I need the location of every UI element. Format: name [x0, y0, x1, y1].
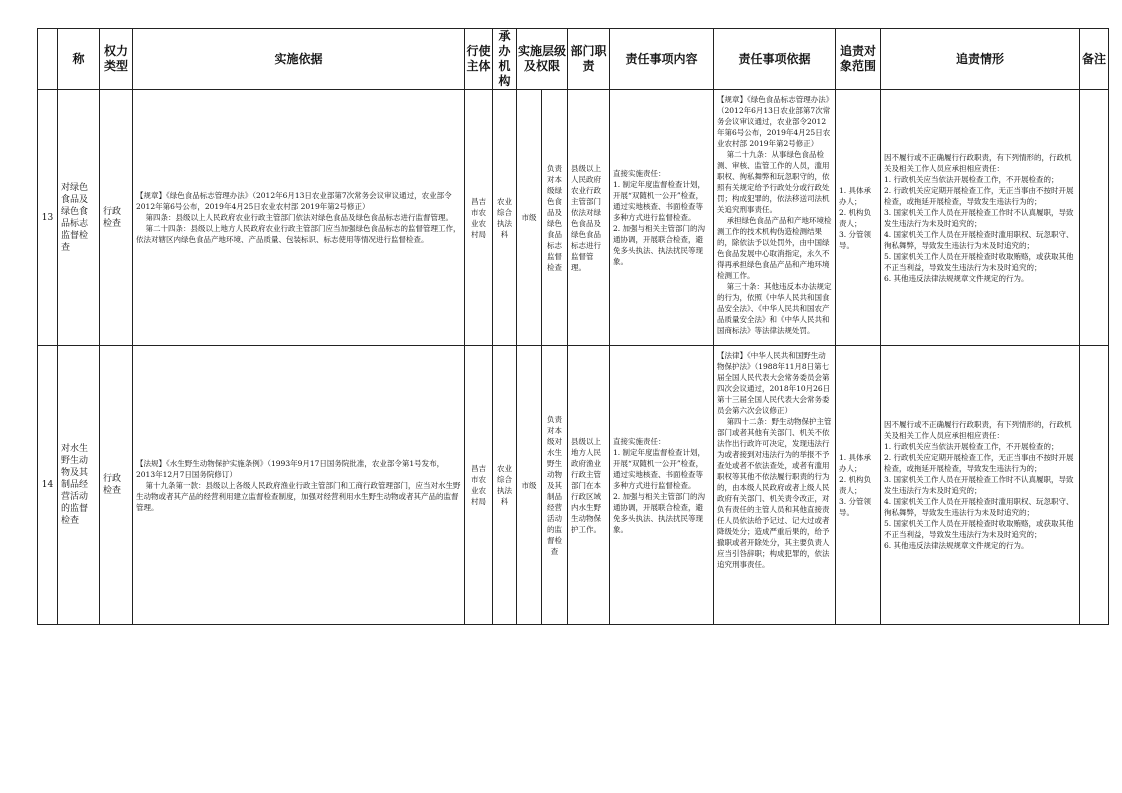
row-index: 13: [38, 90, 58, 346]
table-row: [38, 346, 1109, 625]
header-level: 实施层级及权限: [517, 29, 568, 90]
row-remark: [1080, 346, 1109, 625]
header-row: [38, 29, 1109, 90]
header-name: 称: [58, 29, 100, 90]
row-duty: 负责对本级对水生野生动物及其制品经营活动的监督检查: [542, 346, 568, 625]
row-scope: 1. 具体承办人； 2. 机构负责人； 3. 分管领导。: [836, 346, 881, 625]
authority-table: [37, 28, 1109, 625]
row-situation: 因不履行或不正确履行行政职责，有下列情形的，行政机关及相关工作人员应承担相应责任： 1. 行政机关应当依法开展检查工作，不开展检查的； 2. 行政机关应定期开展检查工作，无正当事由不按时开展检查，或拖延开展检查，导致发生违法行为的； 3. 国家机关工作人员在开展检查工作时不认真履职，导致发生违法行为未及时追究的； 4. 国家机关工作人员在开展检查时滥用职权、玩忽职守、徇私舞弊，导致发生违法行为未及时追究的； 5. 国家机关工作人员在开展检查时收取贿赂，或获取其他不正当利益，导致发生违法行为未及时追究的； 6. 其他违反法律法规规章文件规定的行为。: [881, 346, 1080, 625]
row-duty: 负责对本级绿色食品及绿色食品标志监督检查: [542, 90, 568, 346]
row-basis: 【规章】《绿色食品标志管理办法》（2012年6月13日农业部第7次常务会议审议通过，农业部令2012年第6号公布，2019年4月25日农业农村部 2019年第2号修正） 第四条：县级以上人民政府农业行政主管部门依法对绿色食品及绿色食品标志进行监督管理。 第二十四条：县级以上地方人民政府农业行政主管部门应当加强绿色食品标志的监督管理工作，依法对辖区内绿色食品产地环境、产品质量、包装标识、标志使用等情况进行监督检查。: [133, 90, 465, 346]
row-remark: [1080, 90, 1109, 346]
row-duty-detail: 县级以上人民政府农业行政主管部门依法对绿色食品及绿色食品标志进行监督管理。: [568, 90, 610, 346]
header-subject: 行使主体: [465, 29, 493, 90]
header-undertaker: 承办机构: [493, 29, 517, 90]
header-resp-content: 责任事项内容: [610, 29, 714, 90]
row-subject: 昌吉市农业农村局: [465, 346, 493, 625]
row-duty-detail: 县级以上地方人民政府渔业行政主管部门在本行政区域内水生野生动物保护工作。: [568, 346, 610, 625]
row-undertaker: 农业综合执法科: [493, 90, 517, 346]
row-resp-content: 直接实施责任： 1. 制定年度监督检查计划，开展“双随机一公开”检查，通过实地核查、书面检查等多种方式进行监督检查。 2. 加强与相关主管部门的沟通协调，开展联合检查，避免多头执法、执法扰民等现象。: [610, 346, 714, 625]
row-scope: 1. 具体承办人； 2. 机构负责人； 3. 分管领导。: [836, 90, 881, 346]
row-level: 市级: [517, 346, 542, 625]
row-level: 市级: [517, 90, 542, 346]
row-resp-content: 直接实施责任： 1. 制定年度监督检查计划，开展“双随机一公开”检查，通过实地核查、书面检查等多种方式进行监督检查。 2. 加强与相关主管部门的沟通协调，开展联合检查，避免多头执法、执法扰民等现象。: [610, 90, 714, 346]
row-situation: 因不履行或不正确履行行政职责，有下列情形的，行政机关及相关工作人员应承担相应责任： 1. 行政机关应当依法开展检查工作，不开展检查的； 2. 行政机关应定期开展检查工作，无正当事由不按时开展检查，或拖延开展检查，导致发生违法行为的； 3. 国家机关工作人员在开展检查工作时不认真履职，导致发生违法行为未及时追究的； 4. 国家机关工作人员在开展检查时滥用职权、玩忽职守、徇私舞弊，导致发生违法行为未及时追究的； 5. 国家机关工作人员在开展检查时收取贿赂，或获取其他不正当利益，导致发生违法行为未及时追究的； 6. 其他违反法律法规规章文件规定的行为。: [881, 90, 1080, 346]
row-power-type: 行政检查: [100, 346, 133, 625]
header-remark: 备注: [1080, 29, 1109, 90]
row-subject: 昌吉市农业农村局: [465, 90, 493, 346]
header-index: [38, 29, 58, 90]
row-name: 对水生野生动物及其制品经营活动的监督检查: [58, 346, 100, 625]
row-basis: 【法规】《水生野生动物保护实施条例》（1993年9月17日国务院批准，农业部令第1号发布，2013年12月7日国务院修订） 第十九条第一款：县级以上各级人民政府渔业行政主管部门和工商行政管理部门，应当对水生野生动物或者其产品的经营利用建立监督检查制度，加强对经营利用水生野生动物或者其产品的监督管理。: [133, 346, 465, 625]
header-situation: 追责情形: [881, 29, 1080, 90]
header-scope: 追责对象范围: [836, 29, 881, 90]
row-power-type: 行政检查: [100, 90, 133, 346]
row-resp-basis: 【法律】《中华人民共和国野生动物保护法》（1988年11月8日第七届全国人民代表大会常务委员会第四次会议通过，2018年10月26日第十三届全国人民代表大会常务委员会第六次会议修正） 第四十二条：野生动物保护主管部门或者其他有关部门、机关不依法作出行政许可决定，发现违法行为或者接到对违法行为的举报不予查处或者不依法查处，或者有滥用职权等其他不依法履行职责的行为的，由本级人民政府或者上级人民政府有关部门、机关责令改正，对负有责任的主管人员和其他直接责任人员依法给予记过、记大过或者降级处分；造成严重后果的，给予撤职或者开除处分，其主要负责人应当引咎辞职；构成犯罪的，依法追究刑事责任。: [714, 346, 836, 625]
header-duty: 部门职责: [568, 29, 610, 90]
row-index: 14: [38, 346, 58, 625]
header-resp-basis: 责任事项依据: [714, 29, 836, 90]
row-name: 对绿色食品及绿色食品标志监督检查: [58, 90, 100, 346]
row-resp-basis: 【规章】《绿色食品标志管理办法》（2012年6月13日农业部第7次常务会议审议通过，农业部令2012年第6号公布，2019年4月25日农业农村部 2019年第2号修正） 第二十九条：从事绿色食品检测、审核、监管工作的人员，滥用职权、徇私舞弊和玩忽职守的，依照有关规定给予行政处分或行政处罚；构成犯罪的，依法移送司法机关追究刑事责任。 承担绿色食品产品和产地环境检测工作的技术机构伪造检测结果的，除依法予以处罚外，由中国绿色食品发展中心取消指定，永久不得再承担绿色食品产品和产地环境检测工作。 第三十条：其他违反本办法规定的行为，依照《中华人民共和国食品安全法》、《中华人民共和国农产品质量安全法》和《中华人民共和国商标法》等法律法规处罚。: [714, 90, 836, 346]
header-power-type: 权力类型: [100, 29, 133, 90]
row-undertaker: 农业综合执法科: [493, 346, 517, 625]
header-basis: 实施依据: [133, 29, 465, 90]
table-row: [38, 90, 1109, 346]
